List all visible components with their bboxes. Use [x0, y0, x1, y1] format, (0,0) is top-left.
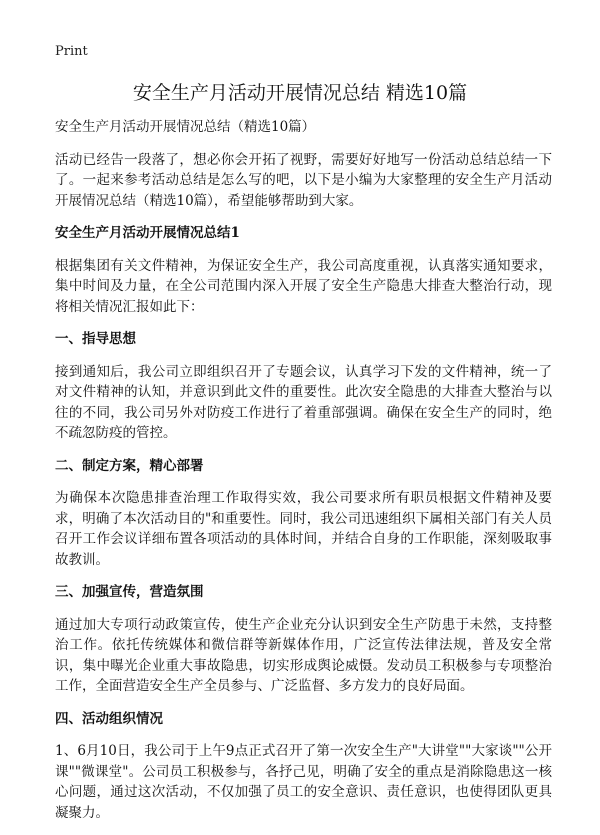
section-body-4: 1、6月10日，我公司于上午9点正式召开了第一次安全生产"大讲堂""大家谈""公开课""微课堂"。公司员工积极参与，各抒己见，明确了安全的重点是消除隐患这一核心问题，通过这次活动，不仅加强了员工的安全意识、责任意识，也使得团队更具凝聚力。	[55, 743, 552, 821]
section-heading-1: 一、指导思想	[55, 331, 136, 347]
section-heading-3: 三、加强宣传，营造氛围	[55, 584, 204, 600]
article-heading: 安全生产月活动开展情况总结1	[55, 225, 240, 241]
section-body-3: 通过加大专项行动政策宣传，使生产企业充分认识到安全生产防患于未然，支持整治工作。依托传统媒体和微信群等新媒体作用，广泛宣传法律法规，普及安全常识，集中曝光企业重大事故隐患，切实形成舆论威慑。发动员工积极参与专项整治工作，全面营造安全生产全员参与、广泛监督、多方发力的良好局面。	[55, 616, 552, 694]
document-subtitle: 安全生产月活动开展情况总结（精选10篇）	[55, 119, 316, 135]
print-link[interactable]: Print	[55, 44, 88, 59]
article-intro-paragraph: 根据集团有关文件精神，为保证安全生产，我公司高度重视，认真落实通知要求，集中时间及力量，在全公司范围内深入开展了安全生产隐患大排查大整治行动，现将相关情况汇报如此下：	[55, 257, 552, 315]
section-heading-2: 二、制定方案，精心部署	[55, 457, 204, 474]
section-body-2: 为确保本次隐患排查治理工作取得实效，我公司要求所有职员根据文件精神及要求，明确了本次活动目的"和重要性。同时，我公司迅速组织下属相关部门有关人员召开工作会议详细布置各项活动的具体时间，并结合自身的工作职能，深刻吸取事故教训。	[55, 490, 552, 568]
section-body-1: 接到通知后，我公司立即组织召开了专题会议，认真学习下发的文件精神，统一了对文件精神的认知，并意识到此文件的重要性。此次安全隐患的大排查大整治与以往的不同，我公司另外对防疫工作进行了着重部强调。确保在安全生产的同时，绝不疏忽防疫的管控。	[55, 363, 552, 441]
section-heading-4: 四、活动组织情况	[55, 710, 163, 727]
page-title: 安全生产月活动开展情况总结 精选10篇	[132, 82, 468, 104]
document-body	[55, 117, 552, 835]
intro-paragraph: 活动已经告一段落了，想必你会开拓了视野，需要好好地写一份活动总结总结一下了。一起来参考活动总结是怎么写的吧，以下是小编为大家整理的安全生产月活动开展情况总结（精选10篇），希望能够帮助到大家。	[55, 151, 552, 209]
